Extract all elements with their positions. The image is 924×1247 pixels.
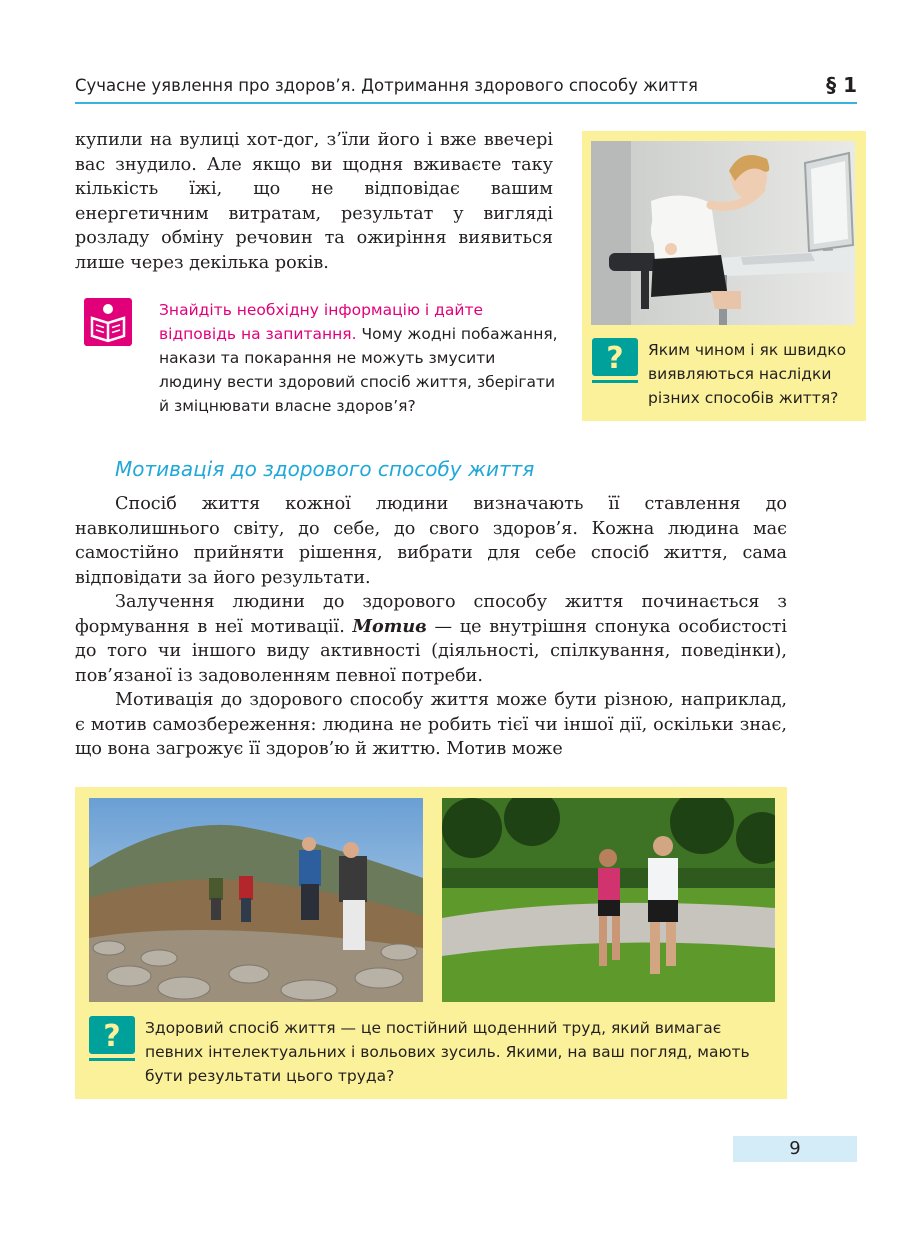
paragraph-2-start: Залучення людини до здорового способу життя починається з формування в неї мотивації. [75,592,787,637]
paragraph-1: Спосіб життя кожної людини визначають її ставлення до навколишнього світу, до себе, до свого здоров’я. Кожна людина має самостійно прийняти рішення, вибрати для себе спосіб життя, сама відповідати за його результати. [75,494,787,588]
intro-text: купили на вулиці хот-дог, з’їли його і вже ввечері вас знудило. Але якщо ви щодня вживаєте таку кількість їжі, що не відповідає вашим енергетичним витратам, результат у вигляді розладу обміну речовин та ожиріння виявиться лише через декілька років. [75,130,553,273]
chapter-title: Сучасне уявлення про здоров’я. Дотримання здорового способу життя [75,76,698,95]
page-number-box [733,1136,857,1162]
hikers-photo [89,798,423,1002]
section-heading: Мотивація до здорового способу життя [115,457,535,481]
paragraph-number: § 1 [826,73,857,97]
task-text [159,298,559,418]
running-header [75,72,857,104]
office-woman-photo [591,141,855,325]
main-text [75,492,787,762]
question-box-top [582,131,866,421]
paragraph-3: Мотивація до здорового способу життя може бути різною, наприклад, є мотив самозбереження: людина не робить тієї чи іншої дії, оскільки знає, що вона загрожує її здоров’ю й життю. Мотив може [75,690,787,759]
question-text-top: Яким чином і як швидко виявляються наслідки різних способів життя? [648,341,847,407]
term-motive: Мотив [352,615,427,637]
intro-paragraph [75,128,553,275]
task-question: Чому жодні побажання, накази та покарання не можуть змусити людину вести здоровий спосіб життя, зберігати й зміцнювати власне здоров’я? [159,325,558,415]
paragraph-2 [75,590,787,688]
joggers-photo [442,798,775,1002]
book-reading-icon [84,298,132,346]
paragraph-2-end: — це внутрішня спонука особистості до того чи іншого виду активності (діяльності, спілкування, поведінки), пов’язаної із задоволенням певної потреби. [75,616,787,686]
svg-text:?: ? [103,1019,121,1054]
question-icon [592,338,638,384]
question-box-bottom [75,787,787,1099]
question-icon [89,1016,135,1062]
svg-text:?: ? [606,341,624,376]
task-highlight: Знайдіть необхідну інформацію і дайте відповідь на запитання. [159,301,484,343]
question-text-bottom: Здоровий спосіб життя — це постійний щоденний труд, який вимагає певних інтелектуальних і вольових зусиль. Якими, на ваш погляд, мають бути результати цього труда? [145,1019,750,1085]
task-block [84,298,559,418]
page-number: 9 [789,1138,801,1159]
